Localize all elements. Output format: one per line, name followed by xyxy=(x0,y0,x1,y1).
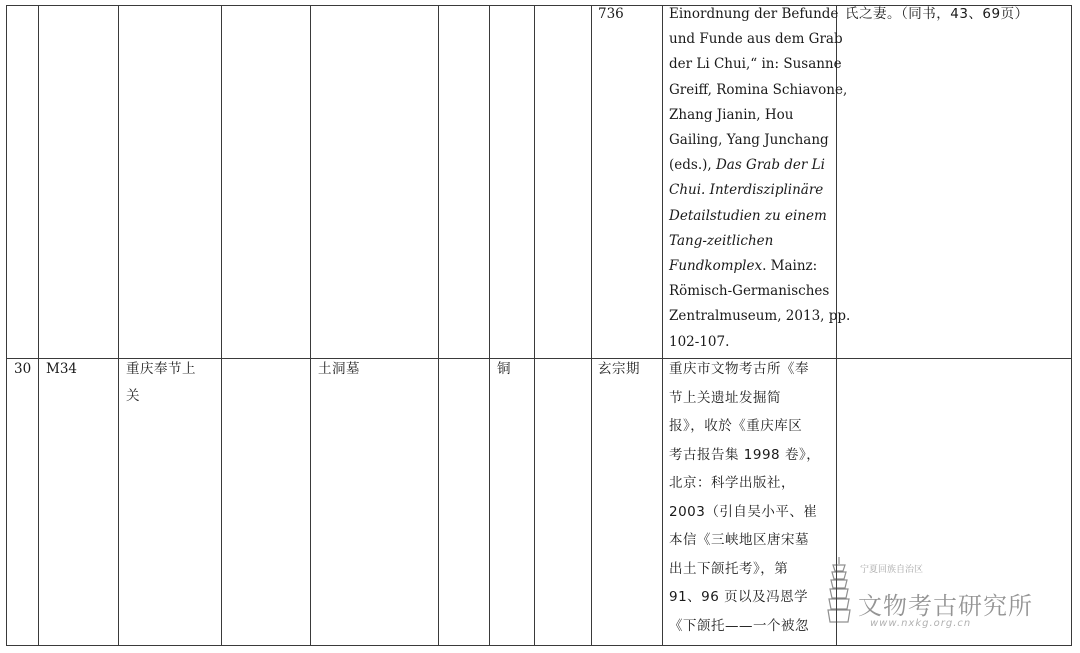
biblio-line: der Li Chui,“ in: Susanne xyxy=(669,56,842,73)
biblio-title-italic: Chui. Interdisziplinäre xyxy=(669,182,824,199)
pagoda-icon xyxy=(826,556,852,624)
col-border xyxy=(118,5,119,646)
watermark-subtitle: 宁夏回族自治区 xyxy=(860,565,924,575)
notes-cell: 氏之妻。（同书，43、69页） xyxy=(845,6,1029,22)
biblio-text: . Mainz: xyxy=(762,258,818,274)
page-ref-cell: 736 xyxy=(598,6,624,22)
table-bottom-border xyxy=(6,645,1072,646)
biblio-line: 重庆市文物考古所《奉 xyxy=(669,361,809,377)
biblio-line xyxy=(669,254,817,279)
table-right-border xyxy=(1071,5,1072,646)
tomb-id: M34 xyxy=(46,361,78,377)
biblio-line: 出土下颌托考》，第 xyxy=(669,560,789,577)
biblio-line: 北京：科学出版社， xyxy=(669,475,795,491)
site-name-line: 重庆奉节上 xyxy=(126,361,196,377)
biblio-line: 91、96 页以及冯恩学 xyxy=(669,589,809,605)
watermark-title: 文物考古研究所 xyxy=(858,592,1033,620)
biblio-line: 考古报告集 1998 卷》， xyxy=(669,446,821,463)
biblio-line: Römisch-Germanisches xyxy=(669,283,830,300)
col-border xyxy=(438,5,439,646)
biblio-line: 本信《三峡地区唐宋墓 xyxy=(669,532,809,548)
col-border xyxy=(6,5,7,646)
row-index: 30 xyxy=(14,361,32,377)
biblio-line: 《下颌托——一个被忽 xyxy=(669,617,809,634)
biblio-text: (eds.), xyxy=(669,157,716,174)
biblio-line: und Funde aus dem Grab xyxy=(669,31,843,48)
col-border xyxy=(221,5,222,646)
biblio-line: Zentralmuseum, 2013, pp. xyxy=(669,308,851,325)
biblio-line: 2003（引自吴小平、崔 xyxy=(669,503,818,520)
biblio-line: Gailing, Yang Junchang xyxy=(669,132,829,148)
period: 玄宗期 xyxy=(598,361,640,377)
biblio-line: 节上关遗址发掘简 xyxy=(669,389,781,406)
col-border xyxy=(310,5,311,646)
biblio-title-italic: Detailstudien zu einem xyxy=(669,207,827,224)
material: 铜 xyxy=(497,361,511,377)
biblio-line: 报》，收於《重庆库区 xyxy=(669,418,803,434)
biblio-line: 102-107. xyxy=(669,333,730,350)
site-name-line: 关 xyxy=(126,388,140,404)
col-border xyxy=(489,5,490,646)
biblio-line: Einordnung der Befunde xyxy=(669,6,839,22)
biblio-title-italic: Das Grab der Li xyxy=(715,157,825,174)
biblio-line xyxy=(669,153,825,178)
col-border xyxy=(662,5,663,646)
col-border xyxy=(534,5,535,646)
col-border xyxy=(38,5,39,646)
tomb-type: 土洞墓 xyxy=(318,361,360,377)
biblio-line: Greiff, Romina Schiavone, xyxy=(669,81,848,98)
biblio-line: Zhang Jianin, Hou xyxy=(669,106,794,123)
watermark-url: www.nxkg.org.cn xyxy=(870,618,972,629)
biblio-title-italic: Fundkomplex xyxy=(669,258,763,274)
biblio-title-italic: Tang-zeitlichen xyxy=(669,232,774,249)
col-border xyxy=(591,5,592,646)
